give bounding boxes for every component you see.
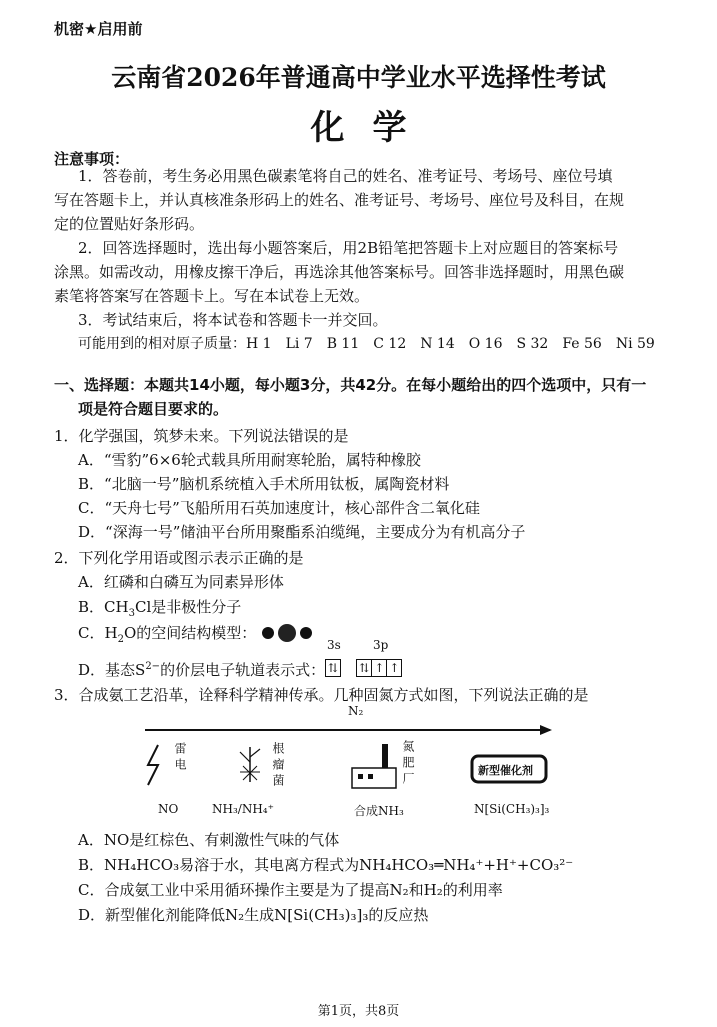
orbital-3s: ⇅ — [325, 659, 341, 677]
orbital-diagram — [325, 657, 401, 677]
notice-line: 2．回答选择题时，选出每小题答案后，用2B铅笔把答题卡上对应题目的答案标号 — [78, 239, 619, 257]
q2-b-sub: 3 — [128, 608, 135, 619]
q2-d-pre: D．基态S — [78, 661, 146, 679]
subject-title: 化学 — [310, 108, 435, 148]
arrow-label-n2: N₂ — [348, 704, 364, 718]
q2-b-pre: B．CH — [78, 598, 129, 616]
bacteria-label: 根瘤菌 — [271, 742, 285, 790]
notice-line: 1．答卷前，考生务必用黑色碳素笔将自己的姓名、准考证号、考场号、座位号填 — [78, 167, 613, 185]
notice-line: 定的位置贴好条形码。 — [54, 215, 205, 233]
product-nh3-nh4: NH₃/NH₄⁺ — [212, 802, 274, 816]
notice-line: 3．考试结束后，将本试卷和答题卡一并交回。 — [78, 311, 388, 329]
q1-option-b: B．“北脑一号”脑机系统植入手术所用钛板，属陶瓷材料 — [78, 475, 450, 493]
lightning-label: 雷电 — [173, 742, 187, 774]
q2-option-d — [78, 655, 325, 682]
q2-c-sub: 2 — [117, 634, 124, 645]
atomic-masses: 可能用到的相对原子质量：H 1 Li 7 B 11 C 12 N 14 O 16 S 32 Fe 56 Ni 59 — [78, 336, 655, 352]
q3-option-c: C．合成氨工业中采用循环操作主要是为了提高N₂和H₂的利用率 — [78, 881, 503, 899]
q3-option-d: D．新型催化剂能降低N₂生成N[Si(CH₃)₃]₃的反应热 — [78, 906, 429, 924]
shell-3p-label: 3p — [373, 638, 389, 652]
q2-b-post: Cl是非极性分子 — [134, 598, 242, 616]
shell-3s-label: 3s — [327, 638, 341, 652]
q3-stem: 3．合成氨工艺沿革，诠释科学精神传承。几种固氮方式如图，下列说法正确的是 — [54, 686, 589, 704]
nitrogen-fixation-diagram — [100, 704, 560, 827]
exam-title: 云南省2026年普通高中学业水平选择性考试 — [111, 63, 606, 92]
q1-option-c: C．“天舟七号”飞船所用石英加速度计，核心部件含二氧化硅 — [78, 499, 480, 517]
orbital-3p-3: ↑ — [386, 659, 402, 677]
q2-c-pre: C．H — [78, 624, 118, 642]
product-no: NO — [158, 802, 179, 816]
q1-option-d: D．“深海一号”储油平台所用聚酯系泊缆绳，主要成分为有机高分子 — [78, 523, 526, 541]
orbital-3p-2: ↑ — [371, 659, 387, 677]
plant-label: 氮肥厂 — [401, 740, 415, 788]
section-heading-cont: 项是符合题目要求的。 — [78, 400, 229, 418]
q3-option-a: A．NO是红棕色、有刺激性气味的气体 — [78, 831, 340, 849]
q3-option-b: B．NH₄HCO₃易溶于水，其电离方程式为NH₄HCO₃═NH₄⁺+H⁺+CO₃²⁻ — [78, 856, 574, 874]
q2-option-a: A．红磷和白磷互为同素异形体 — [78, 573, 284, 591]
orbital-3p-1: ⇅ — [356, 659, 372, 677]
notice-line: 涂黑。如需改动，用橡皮擦干净后，再选涂其他答案标号。回答非选择题时，用黑色碳 — [54, 263, 625, 281]
section-heading: 一、选择题：本题共14小题，每小题3分，共42分。在每小题给出的四个选项中，只有一 — [54, 376, 647, 394]
q1-stem: 1．化学强国，筑梦未来。下列说法错误的是 — [54, 427, 349, 445]
confidential-tag: 机密★启用前 — [54, 20, 143, 38]
catalyst-label: 新型催化剂 — [478, 764, 533, 777]
notice-heading: 注意事项： — [54, 150, 130, 168]
q1-option-a: A．“雪豹”6×6轮式载具所用耐寒轮胎，属特种橡胶 — [78, 451, 421, 469]
h2o-model-icon — [258, 624, 316, 642]
q2-stem: 2．下列化学用语或图示表示正确的是 — [54, 549, 304, 567]
q2-d-sup: 2− — [145, 661, 161, 672]
q2-d-post: 的价层电子轨道表示式： — [160, 661, 326, 679]
q2-option-c — [78, 621, 256, 652]
notice-line: 写在答题卡上，并认真核准条形码上的姓名、准考证号、考场号、座位号及科目，在规 — [54, 191, 625, 209]
product-silyl-amine: N[Si(CH₃)₃]₃ — [474, 802, 550, 816]
q2-c-post: O的空间结构模型： — [123, 624, 257, 642]
product-synthetic-nh3: 合成NH₃ — [354, 804, 404, 818]
page-footer: 第1页，共8页 — [317, 1004, 400, 1019]
notice-line: 素笔将答案写在答题卡上。写在本试卷上无效。 — [54, 287, 370, 305]
